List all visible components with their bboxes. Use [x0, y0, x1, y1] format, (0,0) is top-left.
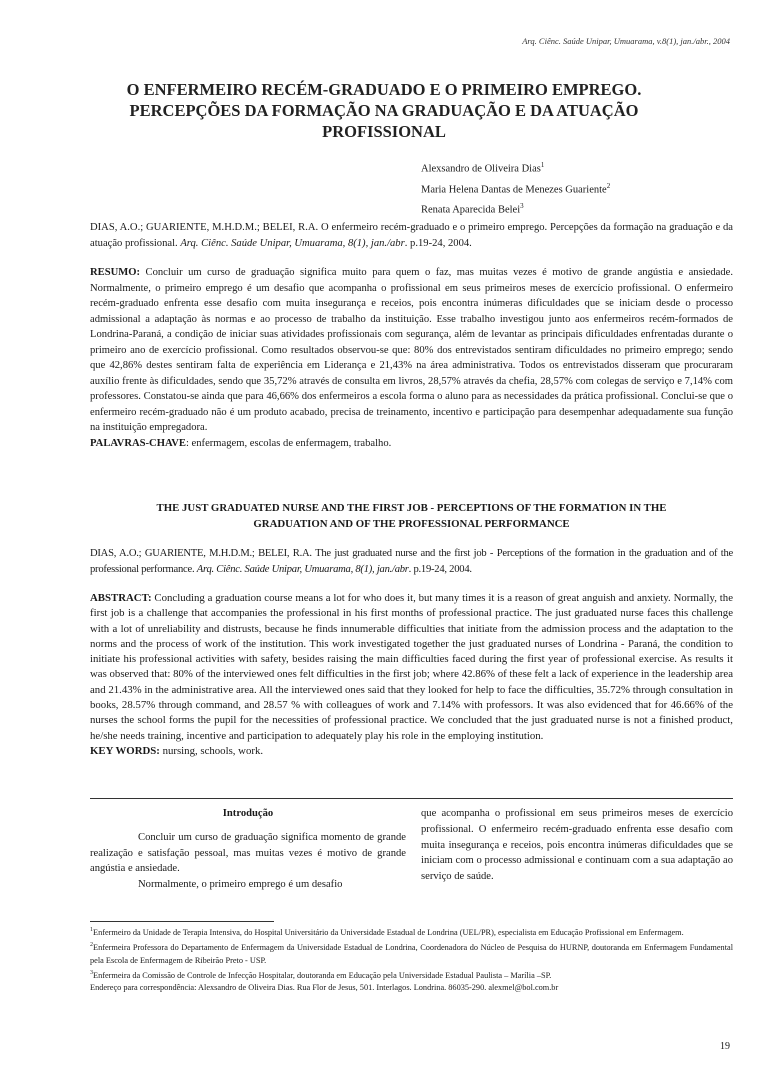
correspondence: Endereço para correspondência: Alexsandro de Oliveira Dias. Rua Flor de Jesus, 501. Interlagos. Londrina. 86035-290. alexmel@bol.com.br — [90, 983, 559, 993]
footnote-divider — [90, 921, 274, 922]
author: Alexsandro de Oliveira Dias$^1$ — [421, 161, 545, 175]
abstract-text: Concluding a graduation course means a lot for who does it, but many times it is a reason of great anguish and anxiety. Normally, the first job is a challenge that accompanies the professional in his first months of professional practice. The just graduated nurse faces this challenge with a lot of unreliability and distrusts, because he finds innumerable difficulties that initiate from the admission process and the adaptation to the norms and the process of work of the institution. This work investigated together the just graduated nurses of Londrina - Paraná, the condition to initiate his professional activities with safety, besides raising the main difficulties faced during the first year of professional exercise. As results it was observed that: 80% of the interviewed ones felt difficulties in the first job; where 42.86% of these felt a lack of experience in the leadership area and 21.43% in the administrative area. All the interviewed ones said that they looked for help to face the difficulties, 35.72% through consultation in books, 28.57% through command, and 28.57 % with colleagues of work and 7.14% with professors. It was also evidenced that for 46.66% of the nurses the school forms the pupil for the necessities of professional practice. We concluded that the just graduated nurse is not a finished product, he/she needs training, incentive and participation to adequately play his role in the employing institution. — [90, 592, 733, 742]
keywords-text: : enfermagem, escolas de enfermagem, trabalho. — [185, 437, 392, 449]
paragraph: Normalmente, o primeiro emprego é um desafio — [138, 879, 343, 891]
page-number: 19 — [720, 1041, 730, 1052]
author: Maria Helena Dantas de Menezes Guariente$^2$ — [421, 181, 611, 195]
intro-heading: Introdução — [222, 808, 274, 819]
citation-en: DIAS, A.O.; GUARIENTE, M.H.D.M.; BELEI, R.A. The just graduated nurse and the first job - Perceptions of the formation in the graduation and of the professional performance. Arq. Ciênc. Saúde Unipar, Umuarama, 8(1), jan./abr. p.19-24, 2004. — [90, 548, 733, 575]
key-words-text: nursing, schools, work. — [159, 744, 264, 757]
keywords-label: PALAVRAS-CHAVE — [90, 437, 186, 449]
footnote-mark: 2 — [606, 181, 611, 190]
author-list — [421, 157, 610, 219]
author: Renata Aparecida Belei$^3$ — [421, 202, 524, 216]
title-line: PERCEPÇÕES DA FORMAÇÃO NA GRADUAÇÃO E DA ATUAÇÃO — [129, 101, 639, 120]
footnote: $^2$Enfermeira Professora do Departamento de Enfermagem da Universidade Estadual de Londrina, Coordenadora do Núcleo de Pesquisa do HURNP, doutoranda em Enfermagem Fundamental pela Escola de Enfermagem de Ribeirão Preto - USP. — [90, 942, 733, 965]
key-words-label: KEY WORDS: — [90, 744, 160, 757]
title-line: PROFISSIONAL — [322, 122, 446, 141]
section-divider — [90, 798, 733, 799]
resumo-section — [90, 265, 733, 451]
footnote-mark: 1 — [540, 161, 545, 169]
footnote: $^1$Enfermeiro da Unidade de Terapia Intensiva, do Hospital Universitário da Universidade Estadual de Londrina (UEL/PR), especialista em Educação Profissional em Enfermagem. — [90, 927, 684, 937]
abstract-label: ABSTRACT: — [90, 592, 152, 604]
article-title — [90, 79, 678, 142]
footnote: $^3$Enfermeira da Comissão de Controle de Infecção Hospitalar, doutoranda em Educação pela Universidade Estadual Paulista – Marília –SP. — [90, 970, 552, 980]
english-title: THE JUST GRADUATED NURSE AND THE FIRST JOB - PERCEPTIONS OF THE FORMATION IN THE GRADUATION AND OF THE PROFESSIONAL PERFORMANCE — [156, 502, 667, 530]
footnote-mark: 3 — [520, 202, 524, 210]
paragraph: Concluir um curso de graduação significa momento de grande realização e satisfação pessoal, mas muitas vezes é motivo de grande angústia e ansiedade. — [90, 831, 406, 875]
title-line: O ENFERMEIRO RECÉM-GRADUADO E O PRIMEIRO EMPREGO. — [126, 80, 642, 99]
resumo-text: Concluir um curso de graduação significa muito para quem o faz, mas muitas vezes é motivo de grande angústia e ansiedade. Normalmente, o primeiro emprego é um desafio que acompanha o profissional em seus primeiros meses de exercício profissional. O enfermeiro recém-graduado enfrenta esse desafio com muita insegurança e receios, pois encontra inúmeras dificuldades que se iniciam desde o processo admissional a adaptação às normas e ao processo de trabalho da instituição. Esse trabalho investigou junto aos enfermeiros recém-formados de Londrina-Paraná, a condição de iniciar suas atividades profissionais com segurança, além de levantar as principais dificuldades enfrentadas durante o primeiro ano de exercício profissional. Como resultados observou-se que: 80% dos entrevistados sentiram dificuldades no primeiro emprego; sendo que 42,86% destes sentiram falta de experiência em Liderança e 21,43% na área administrativa. Todos os entrevistados disseram que procuraram auxílio frente às dificuldades, sendo que 35,72% através de consulta em livros, 28,57% através da chefia, 28,57% com colegas de serviço e 7,14% com professores. Constatou-se ainda que para 46,66% dos enfermeiros a escola forma o aluno para as necessidades da prática profissional. Conclui-se que o enfermeiro recém-graduado não é um produto acabado, precisa de treinamento, incentivo e participação para desempenhar adequadamente sua função na instituição empregadora. — [90, 267, 733, 433]
body-column-right — [421, 806, 733, 885]
journal-header: Arq. Ciênc. Saúde Unipar, Umuarama, v.8(1), jan./abr., 2004 — [522, 36, 730, 46]
body-column-left — [90, 806, 406, 893]
footnotes — [90, 924, 733, 995]
paragraph: que acompanha o profissional em seus primeiros meses de exercício profissional. O enfermeiro recém-graduado enfrenta esse desafio com muita insegurança e receios, pois encontra inúmeras dificuldades que se iniciam com o processo admissional e continuam com a sua adaptação ao serviço de saúde. — [421, 808, 733, 883]
abstract-section — [90, 591, 733, 759]
resumo-label: RESUMO: — [90, 267, 141, 278]
citation-pt: DIAS, A.O.; GUARIENTE, M.H.D.M.; BELEI, R.A. O enfermeiro recém-graduado e o primeiro emprego. Percepções da formação na graduação e da atuação profissional. Arq. Ciênc. Saúde Unipar, Umuarama, 8(1), jan./abr. p.19-24, 2004. — [90, 222, 733, 249]
